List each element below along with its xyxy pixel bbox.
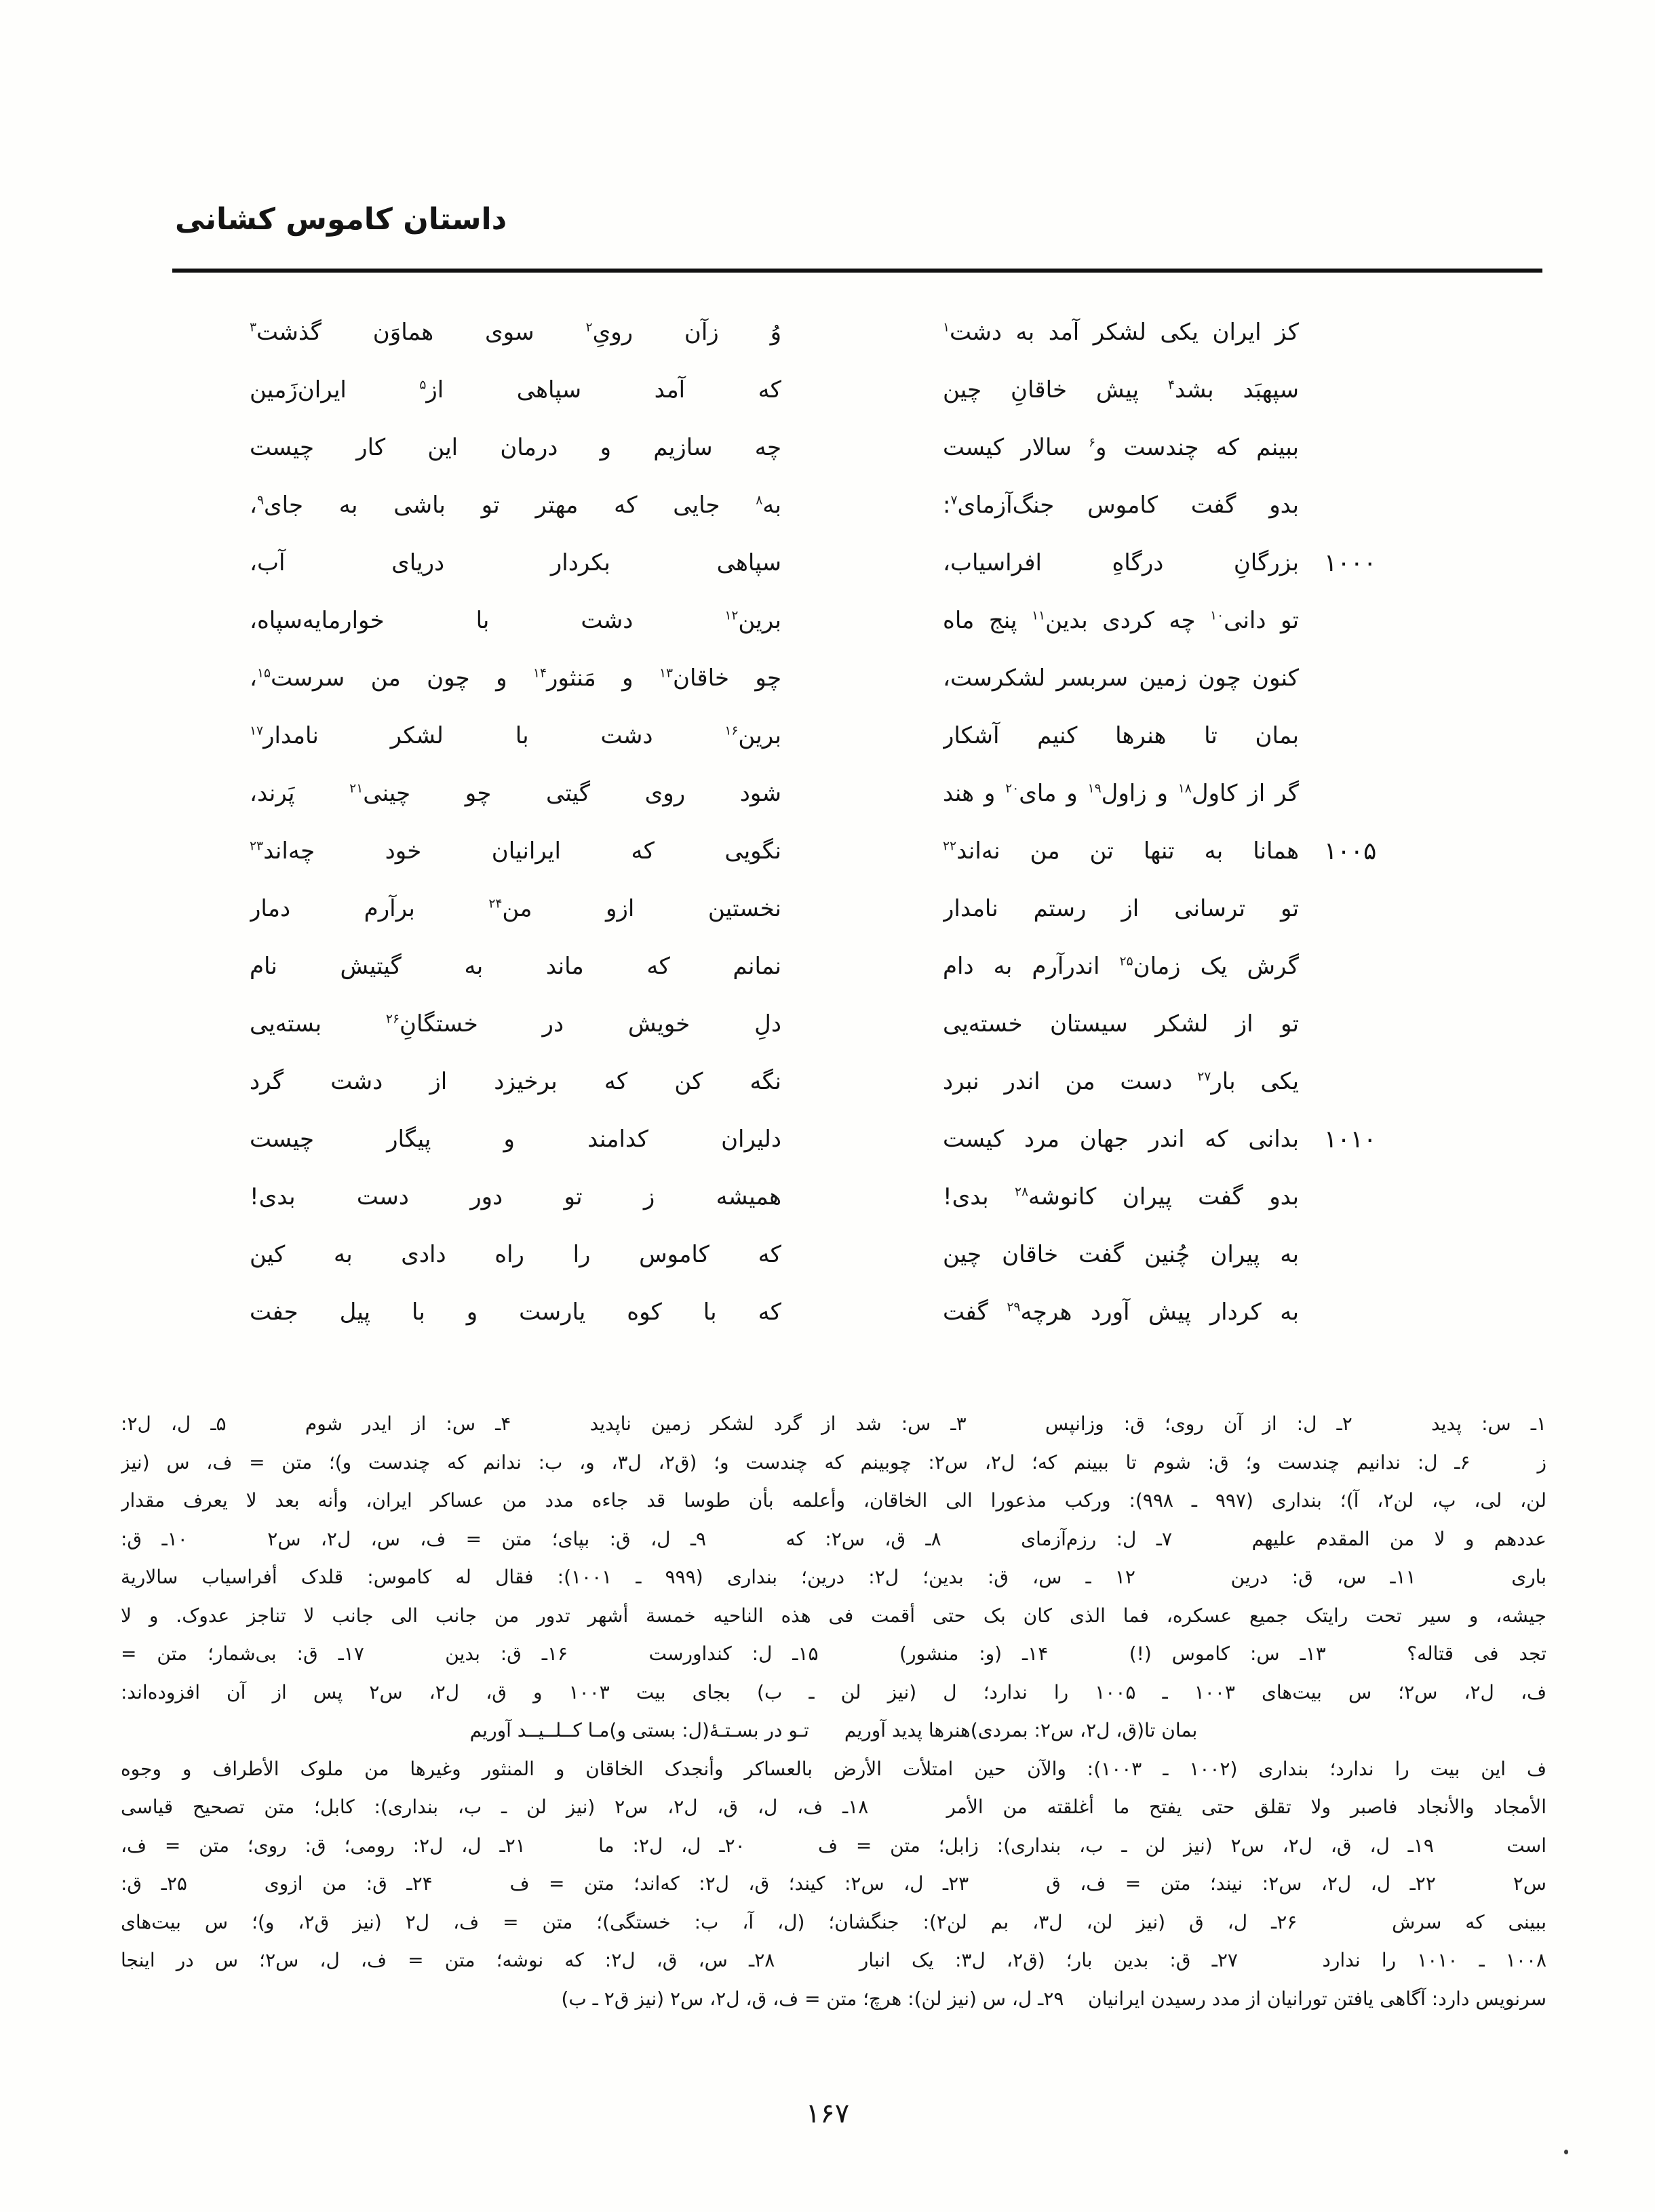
hemistich: یکی بار$^{۲۷}$ دست من اندر نبرد [943, 1068, 1299, 1095]
verse-number-1010: ۱۰۱۰ [1324, 1126, 1377, 1153]
footnote-line: الأمجاد والأنجاد فاصبر ولا تقلق حتی یفتح ما أغلقته من الأمر ۱۸ـ ف، ل، ق، ل۲، س۲ (نیز لن ـ ب، بنداری): کابل؛ متن تصحیح قیاسی [121, 1796, 1546, 1818]
hemistich: نگه کن که برخیزد از دشت گرد [250, 1068, 781, 1095]
footnote-line: ف این بیت را ندارد؛ بنداری (۱۰۰۲ ـ ۱۰۰۳): والآن حین امتلأت الأرض بالعساکر وأنجدک الخاقان و المنثور وغیرها من ملوک الأطراف و وجوه [121, 1757, 1546, 1780]
hemistich: برین$^{۱۶}$ دشت با لشکر نامدار$^{۱۷}$ [250, 722, 781, 749]
hemistich: همیشه ز تو دور دست بدی! [250, 1183, 781, 1210]
hemistich: چه سازیم و درمان این کار چیست [250, 434, 781, 461]
hemistich: کنون چون زمین سربسر لشکرست، [943, 665, 1299, 692]
hemistich: سپاهی بکردار دریای آب، [250, 549, 781, 576]
hemistich: دلیران کدامند و پیگار چیست [250, 1126, 781, 1153]
verse-number-1000: ۱۰۰۰ [1324, 549, 1377, 577]
hemistich: سپهبَد بشد$^۴$ پیش خاقانِ چین [943, 376, 1299, 403]
hemistich: تو ترسانی از رستم نامدار [943, 895, 1299, 922]
hemistich: نخستین ازو من$^{۲۴}$ برآرم دمار [250, 895, 781, 922]
hemistich: گر از کاول$^{۱۸}$ و زاول$^{۱۹}$ و مای$^{۲۰}$ و هند [943, 780, 1299, 807]
hemistich: همانا به تنها تن من نه‌اند$^{۲۲}$ [943, 837, 1299, 865]
hemistich: نگویی که ایرانیان خود چه‌اند$^{۲۳}$ [250, 837, 781, 865]
inserted-verse-first-hemistich: بمان تا(ق، ل۲، س۲: بمردی)هنرها پدید آوریم [844, 1719, 1198, 1741]
hemistich: کز ایران یکی لشکر آمد به دشت$^۱$ [943, 319, 1299, 346]
hemistich: که آمد سپاهی از$^۵$ ایران‌زَمین [250, 376, 781, 403]
footnote-line: س۲ ۲۲ـ ل، ل۲، س۲: نیند؛ متن = ف، ق ۲۳ـ ل، س۲: کیند؛ ق، ل۲: که‌اند؛ متن = ف ۲۴ـ ق: من ازوی ۲۵ـ ق: [121, 1872, 1546, 1895]
footnote-line: تجد فی قتاله؟ ۱۳ـ س: کاموس (!) ۱۴ـ (و: منشور) ۱۵ـ ل: کنداورست ۱۶ـ ق: بدین ۱۷ـ ق: بی‌شمار؛ متن = [121, 1642, 1546, 1665]
header-rule [172, 269, 1542, 273]
hemistich: وُ زآن رویِ$^۲$ سوی هماوَن گذشت$^۳$ [250, 319, 781, 346]
footnote-line: ۱۰۰۸ ـ ۱۰۱۰ را ندارد ۲۷ـ ق: بدین بار؛ (ق۲، ل۳: یک انبار ۲۸ـ س، ق، ل۲: که نوشه؛ متن = ف، ل، س۲؛ س در اینجا [121, 1949, 1546, 1971]
hemistich: بدو گفت کاموس جنگ‌آزمای$^۷$: [943, 492, 1299, 519]
hemistich: چو خاقان$^{۱۳}$ و مَنثور$^{۱۴}$ و چون من سرست$^{۱۵}$، [250, 665, 781, 692]
footnote-line: باری ۱۱ـ س، ق: درین ۱۲ ـ س، ق: بدین؛ ل۲: درین؛ بنداری (۹۹۹ ـ ۱۰۰۱): فقال له کاموس: قلدک أفراسیاب سالاریة [121, 1566, 1546, 1588]
running-head-title: داستان کاموس کشانی [175, 202, 507, 237]
footnote-line: لن، لی، پ، لن۲، آ)؛ بنداری (۹۹۷ ـ ۹۹۸): ورکب مذعورا الی الخاقان، وأعلمه بأن طوسا قد جاءه مدد من عساکر ایران، وأنه بعد لا یعرف مقدار [121, 1489, 1546, 1512]
footnote-line: است ۱۹ـ ل، ق، ل۲، س۲ (نیز لن ـ ب، بنداری): زابل؛ متن = ف ۲۰ـ ل، ل۲: ما ۲۱ـ ل، ل۲: رومی؛ ق: روی؛ متن = ف، [121, 1834, 1546, 1857]
hemistich: گرش یک زمان$^{۲۵}$ اندرآرم به دام [943, 953, 1299, 980]
hemistich: به کردار پیش آورد هرچه$^{۲۹}$ گفت [943, 1299, 1299, 1326]
footnote-line: ف، ل۲، س۲؛ س بیت‌های ۱۰۰۳ ـ ۱۰۰۵ را ندارد؛ ل (نیز لن ـ ب) بجای بیت ۱۰۰۳ و ق، ل۲، س۲ پس از آن افزوده‌اند: [121, 1680, 1546, 1703]
hemistich: دلِ خویش در خستگانِ$^{۲۶}$ بسته‌یی [250, 1010, 781, 1038]
hemistich: به$^۸$ جایی که مهتر تو باشی به جای$^۹$، [250, 492, 781, 519]
hemistich: ببینم که چندست و$^۶$ سالار کیست [943, 434, 1299, 461]
scan-speck [1564, 2150, 1568, 2154]
inserted-verse-second-hemistich: تـو در بسـتـهٔ(ل: بستی و)مـا کــلــیــد آوریم [469, 1719, 809, 1741]
hemistich: بزرگانِ درگاهِ افراسیاب، [943, 549, 1299, 576]
footnote-inserted-verse [121, 1712, 1546, 1750]
hemistich: تو از لشکر سیستان خسته‌یی [943, 1010, 1299, 1038]
footnote-line: ببینی که سرش ۲۶ـ ل، ق (نیز لن، ل۳، بم لن۲): جنگشان؛ (ل، آ، ب: خستگی)؛ متن = ف، ل۲ (نیز ق۲، و)؛ س بیت‌های [121, 1910, 1546, 1933]
footnote-line: عددهم و لا من المقدم علیهم ۷ـ ل: رزم‌آزمای ۸ـ ق، س۲: که ۹ـ ل، ق: بپای؛ متن = ف، س، ل۲، س۲ ۱۰ـ ق: [121, 1527, 1546, 1550]
hemistich: به پیران چُنین گفت خاقان چین [943, 1241, 1299, 1268]
hemistich: تو دانی$^{۱۰}$ چه کردی بدین$^{۱۱}$ پنج ماه [943, 607, 1299, 634]
hemistich: که کاموس را راه دادی به کین [250, 1241, 781, 1268]
hemistich: بدو گفت پیران کانوشه$^{۲۸}$ بدی! [943, 1183, 1299, 1210]
hemistich: بمان تا هنرها کنیم آشکار [943, 722, 1299, 749]
poem-column-first-hemistichs [943, 304, 1299, 1341]
footnote-line: سرنویس دارد: آگاهی یافتن تورانیان از مدد رسیدن ایرانیان ۲۹ـ ل، س (نیز لن): هرچ؛ متن = ف، ق، ل۲، س۲ (نیز ق۲ ـ ب) [561, 1987, 1546, 2010]
footnote-line: ز ۶ـ ل: ندانیم چندست و؛ ق: شوم تا ببینم که؛ ل۲، س۲: چوبینم که چندست و؛ (ق۲، ل۳، و، ب: ندانم که چندست و)؛ متن = ف، س (نیز [121, 1450, 1546, 1474]
hemistich: نمانم که ماند به گیتیش نام [250, 953, 781, 980]
critical-apparatus-footnotes [121, 1405, 1546, 2018]
hemistich: برین$^{۱۲}$ دشت با خوارمایه‌سپاه، [250, 607, 781, 634]
hemistich: شود روی گیتی چو چینی$^{۲۱}$ پَرند، [250, 780, 781, 807]
verse-number-1005: ۱۰۰۵ [1324, 837, 1377, 865]
hemistich: که با کوه یارست و با پیل جفت [250, 1299, 781, 1326]
poem-column-second-hemistichs [250, 304, 781, 1341]
page-number: ۱۶۷ [805, 2098, 850, 2129]
hemistich: بدانی که اندر جهان مرد کیست [943, 1126, 1299, 1153]
footnote-line: جیشه، و سیر تحت رایتک جمیع عسکره، فما الذی کان بک حتی أقمت فی هذه الناحیه خمسة أشهر تدور من جانب الی جانب لا تناجز عدوک. و لا [121, 1604, 1546, 1627]
footnote-line: ۱ـ س: پدید ۲ـ ل: از آن روی؛ ق: وزانپس ۳ـ س: شد از گرد لشکر زمین ناپدید ۴ـ س: از ایدر شوم ۵ـ ل، ل۲: [121, 1413, 1546, 1435]
